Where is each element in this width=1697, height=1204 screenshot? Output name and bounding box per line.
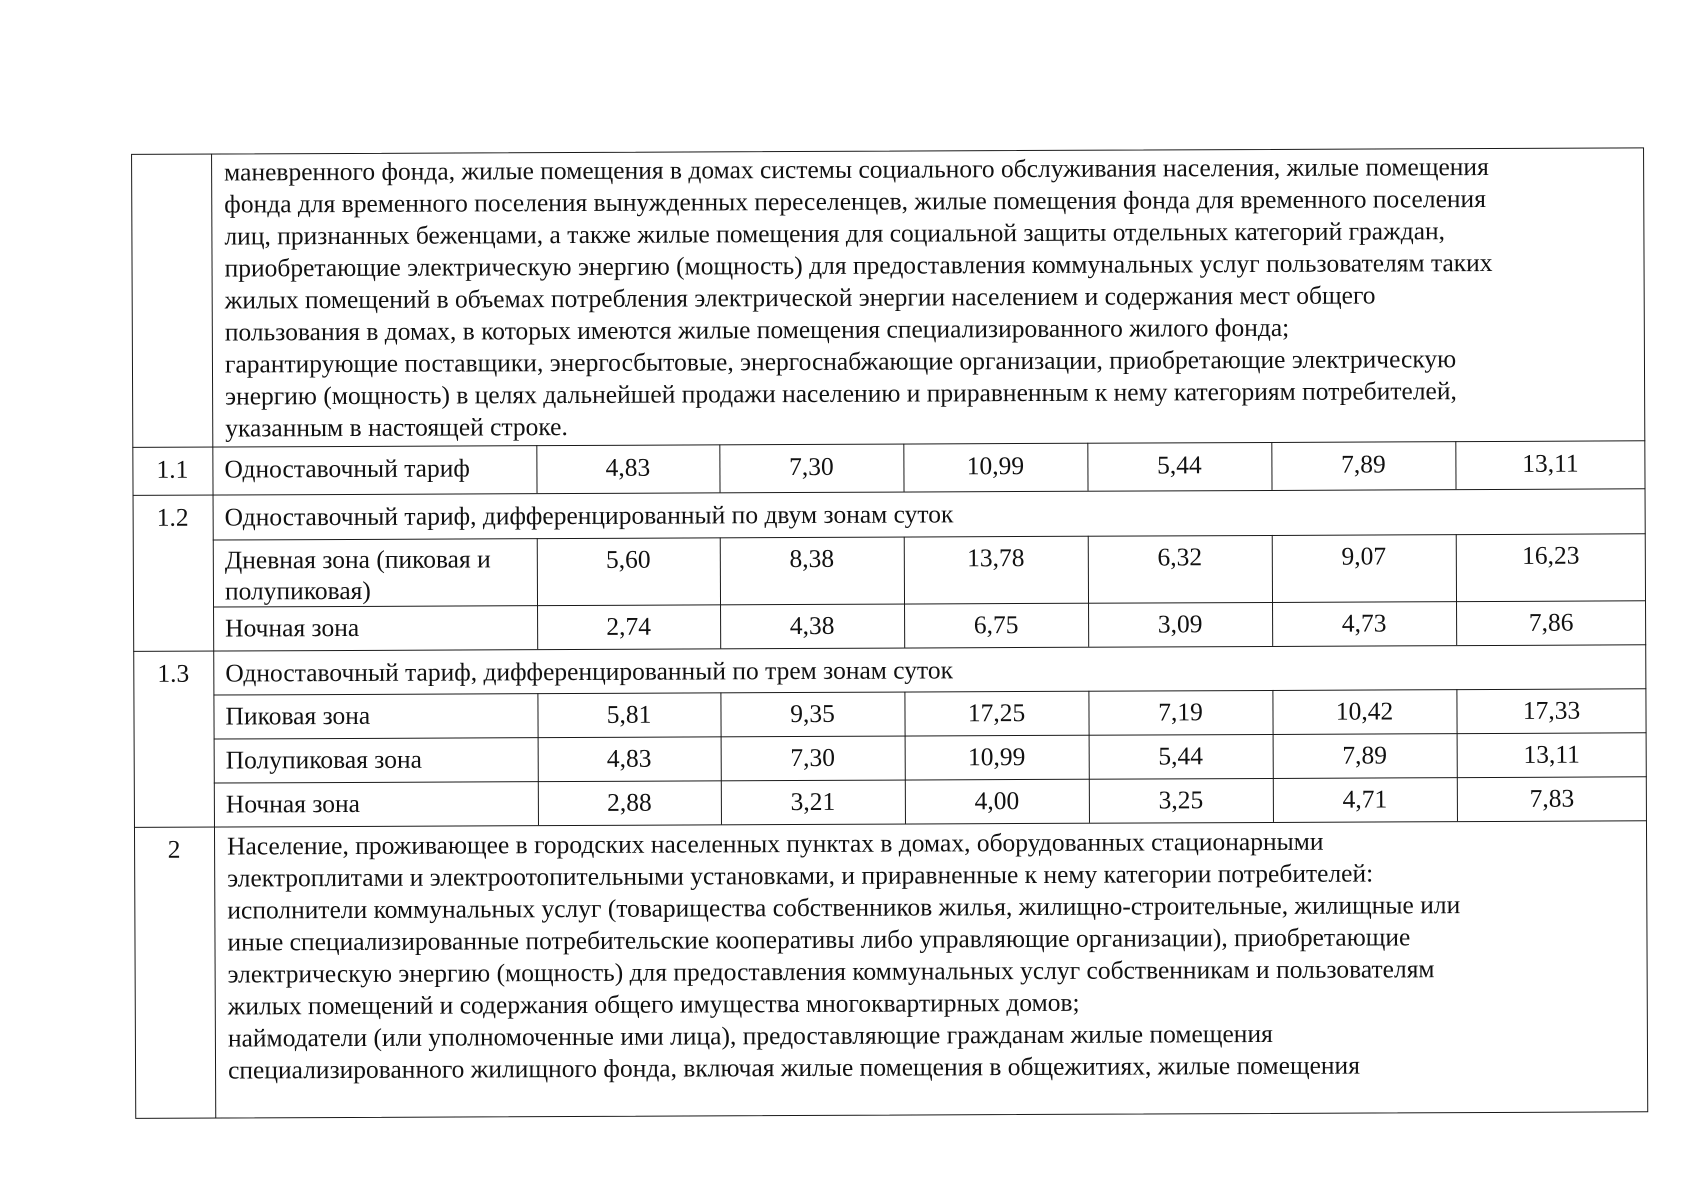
- value-cell: 5,60: [605, 544, 651, 574]
- row-label-peak-zone: Пиковая зона: [225, 700, 371, 731]
- row-title-two-zones: Одноставочный тариф, дифференцированный по двум зонам суток: [224, 499, 954, 532]
- value-cell: 2,88: [607, 787, 652, 817]
- row-2-description: Население, проживающее в городских населенных пунктах в домах, оборудованных стационарными электроплитами и электроотопительными установками, и приравненные к нему категории потребителей: исполнители коммунальных услуг (товарищества собственников жилья, жилищно-строительные, жилищные или иные специализированные потребительские кооперативы либо управляющие организации), приобретающие электрическую энергию (мощность) для предоставления коммунальных услуг собственникам и пользователям жилых помещений и содержания общего имущества многоквартирных домов; наймодатели (или уполномоченные ими лица), предоставляющие гражданам жилые помещения специализированного жилищного фонда, включая жилые помещения в общежитиях, жилые помещения: [227, 826, 1461, 1085]
- value-cell: 13,11: [1523, 739, 1580, 769]
- value-cell: 7,30: [790, 742, 836, 773]
- value-cell: 4,83: [606, 743, 652, 773]
- value-cell: 5,44: [1157, 450, 1202, 480]
- value-cell: 17,25: [967, 698, 1026, 728]
- value-cell: 17,33: [1522, 695, 1581, 725]
- row-label-night-zone: Ночная зона: [225, 612, 360, 643]
- value-cell: 4,71: [1342, 784, 1388, 814]
- row-number-1-3: 1.3: [157, 658, 190, 688]
- row-label-day-zone: Дневная зона (пиковая и полупиковая): [224, 544, 491, 606]
- value-cell: 7,89: [1341, 449, 1386, 479]
- row-label-single-rate: Одноставочный тариф: [224, 453, 470, 484]
- value-cell: 8,38: [789, 543, 835, 574]
- value-cell: 13,78: [967, 543, 1025, 573]
- value-cell: 7,89: [1342, 740, 1388, 770]
- value-cell: 4,00: [974, 786, 1020, 816]
- value-cell: 16,23: [1522, 540, 1580, 570]
- value-cell: 5,81: [606, 699, 652, 729]
- value-cell: 4,73: [1341, 608, 1387, 638]
- value-cell: 3,25: [1158, 785, 1204, 815]
- row-number-1-2: 1.2: [156, 502, 189, 532]
- value-cell: 10,99: [966, 451, 1025, 481]
- value-cell: 7,19: [1158, 697, 1203, 727]
- value-cell: 2,74: [606, 611, 651, 641]
- value-cell: 4,38: [789, 610, 835, 641]
- value-cell: 13,11: [1522, 448, 1579, 478]
- row-label-semipeak-zone: Полупиковая зона: [225, 744, 422, 775]
- row-label-night-zone: Ночная зона: [225, 788, 360, 819]
- top-continuation-text: маневренного фонда, жилые помещения в домах системы социального обслуживания населения, жилые помещения фонда для временного поселения вынужденных переселенцев, жилые помещения фонда для временного поселения лиц, признанных беженцами, а также жилые помещения для социальной защиты отдельных категорий граждан, приобретающие электрическую энергию (мощность) для предоставления коммунальных услуг пользователям таких жилых помещений в объемах потребления электрической энергии населением и содержания мест общего пользования в домах, в которых имеются жилые помещения специализированного жилого фонда; гарантирующие поставщики, энергосбытовые, энергоснабжающие организации, приобретающие электрическую энергию (мощность) в целях дальнейшей продажи населению и приравненным к нему категориям потребителей, указанным в настоящей строке.: [224, 151, 1493, 443]
- value-cell: 6,75: [973, 610, 1019, 640]
- value-cell: 10,42: [1335, 696, 1394, 726]
- value-cell: 7,86: [1528, 607, 1574, 637]
- row-number-1-1: 1.1: [156, 454, 189, 484]
- value-cell: 3,21: [790, 786, 836, 817]
- value-cell: 10,99: [967, 742, 1026, 772]
- value-cell: 9,35: [790, 698, 835, 729]
- value-cell: 3,09: [1157, 609, 1203, 639]
- value-cell: 9,07: [1341, 541, 1387, 571]
- row-number-2: 2: [167, 834, 181, 864]
- value-cell: 6,32: [1157, 542, 1203, 572]
- value-cell: 7,83: [1529, 783, 1575, 813]
- row-title-three-zones: Одноставочный тариф, дифференцированный по трем зонам суток: [225, 655, 954, 688]
- value-cell: 7,30: [789, 451, 834, 482]
- value-cell: 4,83: [605, 452, 651, 482]
- value-cell: 5,44: [1158, 741, 1204, 771]
